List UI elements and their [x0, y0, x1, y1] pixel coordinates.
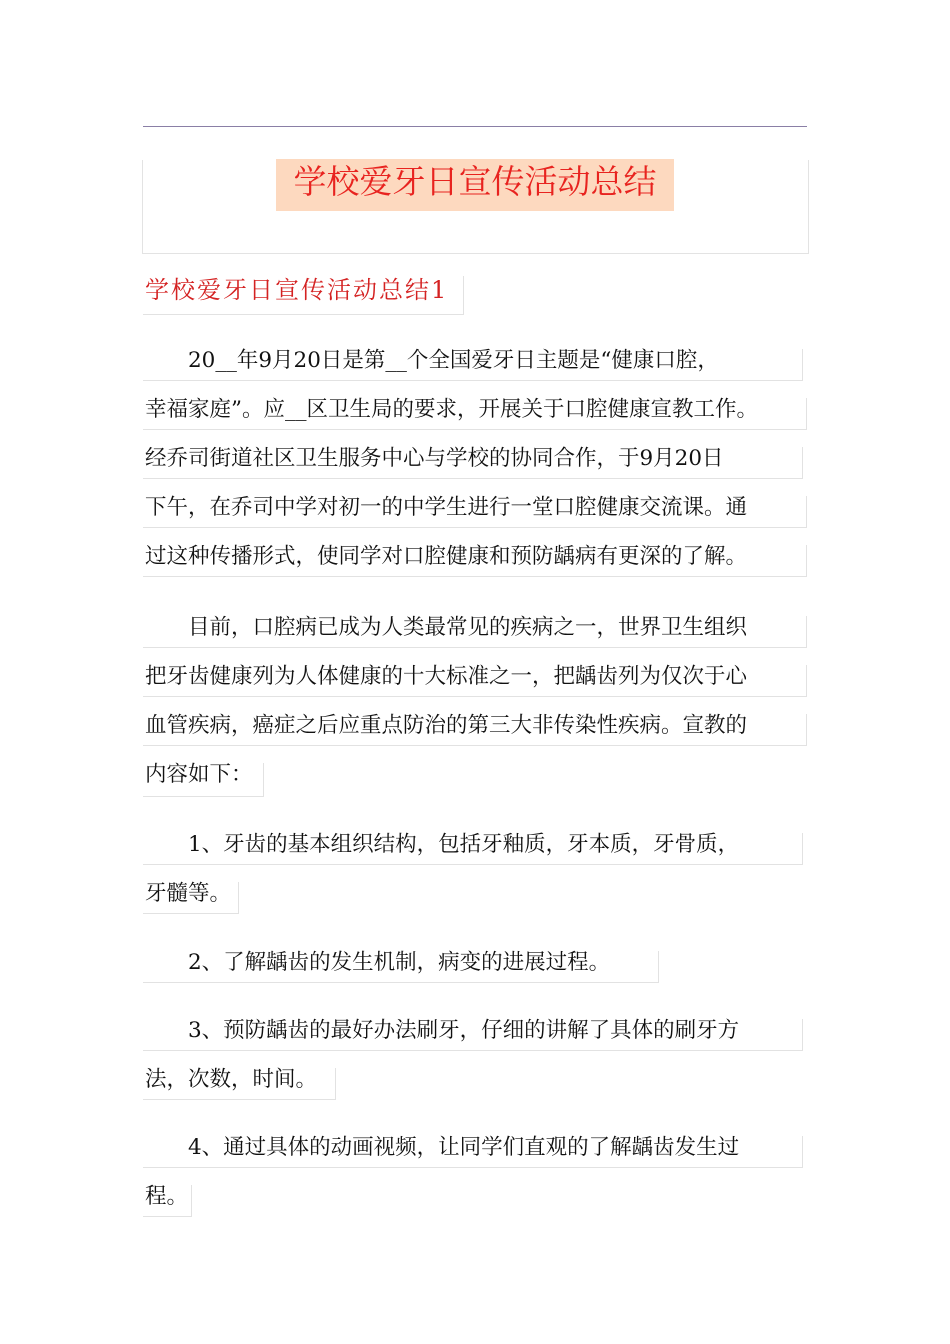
paragraph-line: 下午，在乔司中学对初一的中学生进行一堂口腔健康交流课。通: [145, 495, 748, 520]
paragraph-line: 血管疾病，癌症之后应重点防治的第三大非传染性疾病。宣教的: [145, 713, 748, 738]
section-heading: 学校爱牙日宣传活动总结1: [145, 276, 449, 304]
paragraph-line: 牙髓等。: [145, 881, 232, 906]
paragraph-line: 过这种传播形式，使同学对口腔健康和预防龋病有更深的了解。: [145, 544, 748, 569]
paragraph-line: 3、预防龋齿的最好办法刷牙，仔细的讲解了具体的刷牙方: [145, 1018, 740, 1043]
paragraph-line: 程。: [145, 1184, 189, 1209]
document-title: 学校爱牙日宣传活动总结: [293, 162, 657, 201]
paragraph-line: 20__年9月20日是第__个全国爱牙日主题是“健康口腔，: [145, 348, 719, 373]
paragraph-line: 4、通过具体的动画视频，让同学们直观的了解龋齿发生过: [145, 1135, 740, 1160]
paragraph-line: 1、牙齿的基本组织结构，包括牙釉质，牙本质，牙骨质，: [145, 832, 740, 857]
top-rule: [143, 126, 807, 127]
paragraph-line: 幸福家庭”。应__区卫生局的要求，开展关于口腔健康宣教工作。: [145, 397, 758, 422]
paragraph-line: 把牙齿健康列为人体健康的十大标准之一，把龋齿列为仅次于心: [145, 664, 748, 689]
paragraph-line: 目前，口腔病已成为人类最常见的疾病之一，世界卫生组织: [145, 615, 748, 640]
paragraph-line: 经乔司街道社区卫生服务中心与学校的协同合作，于9月20日: [145, 446, 724, 471]
paragraph-line: 2、了解龋齿的发生机制，病变的进展过程。: [145, 950, 611, 975]
paragraph-line: 内容如下：: [145, 762, 253, 787]
paragraph-line: 法，次数，时间。: [145, 1067, 318, 1092]
